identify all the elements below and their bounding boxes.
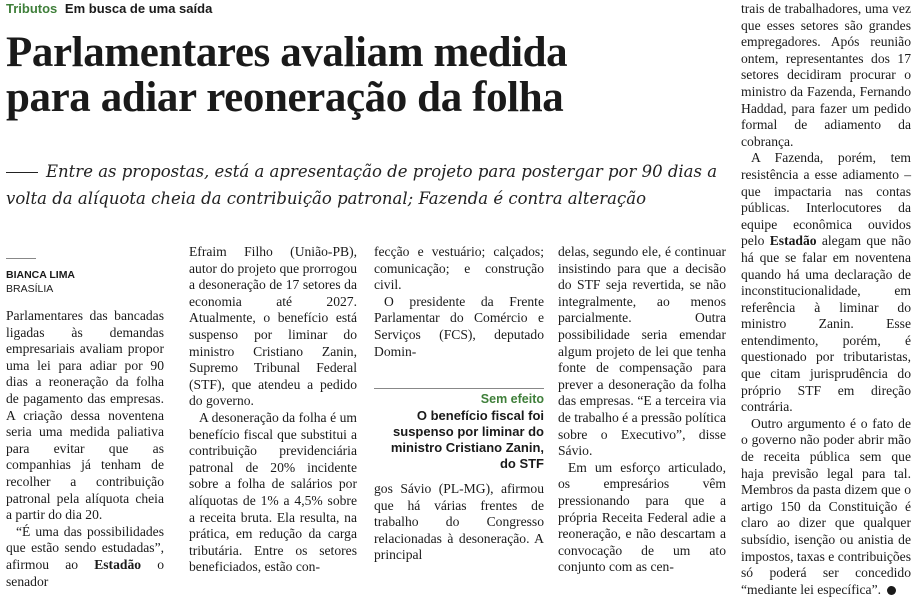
pull-quote-label: Sem efeito — [374, 388, 544, 406]
paragraph: A desoneração da folha é um benefício fiscal que substitui a contribuição previdenciária patronal de 20% incidente sobre a folha de salários por alíquotas de 1% a 4,5% sobre a receita bruta. Ela resulta, na prática, em redução da carga tributária. Entre os setores beneficiados, estão con- — [189, 409, 357, 575]
article-column-1 — [6, 308, 164, 590]
end-mark-icon — [887, 586, 896, 595]
article-column-3-top — [374, 244, 544, 360]
paragraph: Em um esforço articulado, os empresários vêm pressionando para que a própria Receita Federal adie a reoneração, e não descartam a convocação de um ato conjunto com as cen- — [558, 459, 726, 575]
dek-rule — [6, 172, 38, 173]
article-column-5 — [741, 1, 911, 598]
subheadline — [6, 158, 736, 212]
dateline: BRASÍLIA — [6, 283, 54, 295]
paragraph-text: “É uma das possibilidades que estão sendo estudadas”, afirmou ao — [6, 523, 164, 572]
paragraph: delas, segundo ele, é continuar insistindo para que a decisão do STF seja revertida, se não integralmente, ao menos parcialmente. Outra possibilidade seria emendar algum projeto de lei que tenha fonte de compensação para prever a desoneração da folha das empresas. “E a terceira via de trabalho é a pressão política sobre o Executivo”, disse Sávio. — [558, 244, 726, 459]
article-column-3-bottom — [374, 481, 544, 564]
paragraph — [741, 150, 911, 416]
paragraph-text: alegam que não há que se falar em noventena quando há uma declaração de inconstitucionalidade, em referência à liminar do ministro Zanin. Esse entendimento, porém, é questionado por tributaristas, que citam jurisprudência do próprio STF em direção contrária. — [741, 233, 911, 415]
paragraph: gos Sávio (PL-MG), afirmou que há várias frentes de trabalho do Congresso relacionadas à desoneração. A principal — [374, 481, 544, 563]
byline-rule — [6, 258, 36, 259]
paragraph: O presidente da Frente Parlamentar do Comércio e Serviços (FCS), deputado Domin- — [374, 293, 544, 359]
paragraph: trais de trabalhadores, uma vez que esses setores são grandes empregadores. Após reunião ontem, representantes dos 17 setores decidiram procurar o ministro da Fazenda, Fernando Haddad, para fazer um pedido formal de adiamento da cobrança. — [741, 1, 911, 149]
publication-name: Estadão — [769, 233, 817, 249]
section-label: Tributos — [6, 1, 58, 16]
publication-name: Estadão — [94, 556, 142, 572]
paragraph: Parlamentares das bancadas ligadas às demandas empresariais avaliam propor uma lei para adiar por 90 dias a reoneração da folha de pagamento das empresas. A criação dessa noventena seria uma medida paliativa para evitar que as companhias já tenham de recolher a contribuição patronal pela alíquota cheia a partir do dia 20. — [6, 308, 164, 523]
article-column-2 — [189, 244, 357, 576]
paragraph-text: Outro argumento é o fato de o governo não poder abrir mão de receita pública sem que haja previsão legal para tal. Membros da pasta dizem que o artigo 150 da Constituição é claro ao dizer que qualquer subsídio, isenção ou anistia de impostos, taxas e contribuições só poderá ser concedido “mediante lei específica”. — [741, 415, 911, 597]
headline-line-1: Parlamentares avaliam medida — [6, 29, 568, 76]
article-column-4 — [558, 244, 726, 576]
headline-line-2: para adiar reoneração da folha — [6, 74, 564, 121]
section-kicker — [6, 1, 212, 16]
headline — [6, 30, 726, 120]
paragraph — [741, 416, 911, 598]
pull-quote-text: O benefício fiscal foi suspenso por liminar do ministro Cristiano Zanin, do STF — [390, 408, 544, 471]
byline — [6, 268, 75, 296]
paragraph-text: A Fazenda, porém, tem resistência a esse adiamento – que impactaria nas contas públicas. Interlocutores da equipe econômica ouvidos pelo — [741, 150, 911, 249]
paragraph-text: o senador — [6, 556, 165, 589]
pull-quote — [374, 388, 544, 472]
kicker-title: Em busca de uma saída — [64, 1, 213, 16]
paragraph: fecção e vestuário; calçados; comunicação; e construção civil. — [374, 244, 544, 293]
paragraph — [6, 524, 164, 590]
paragraph: Efraim Filho (União-PB), autor do projeto que prorrogou a desoneração de 17 setores da economia até 2027. Atualmente, o benefício está suspenso por liminar do ministro Cristiano Zanin, Supremo Tribunal Federal (STF), que atendeu a pedido do governo. — [189, 244, 357, 409]
subheadline-text: Entre as propostas, está a apresentação de projeto para postergar por 90 dias a volta da alíquota cheia da contribuição patronal; Fazenda é contra alteração — [6, 162, 718, 208]
author-name: BIANCA LIMA — [6, 269, 76, 281]
